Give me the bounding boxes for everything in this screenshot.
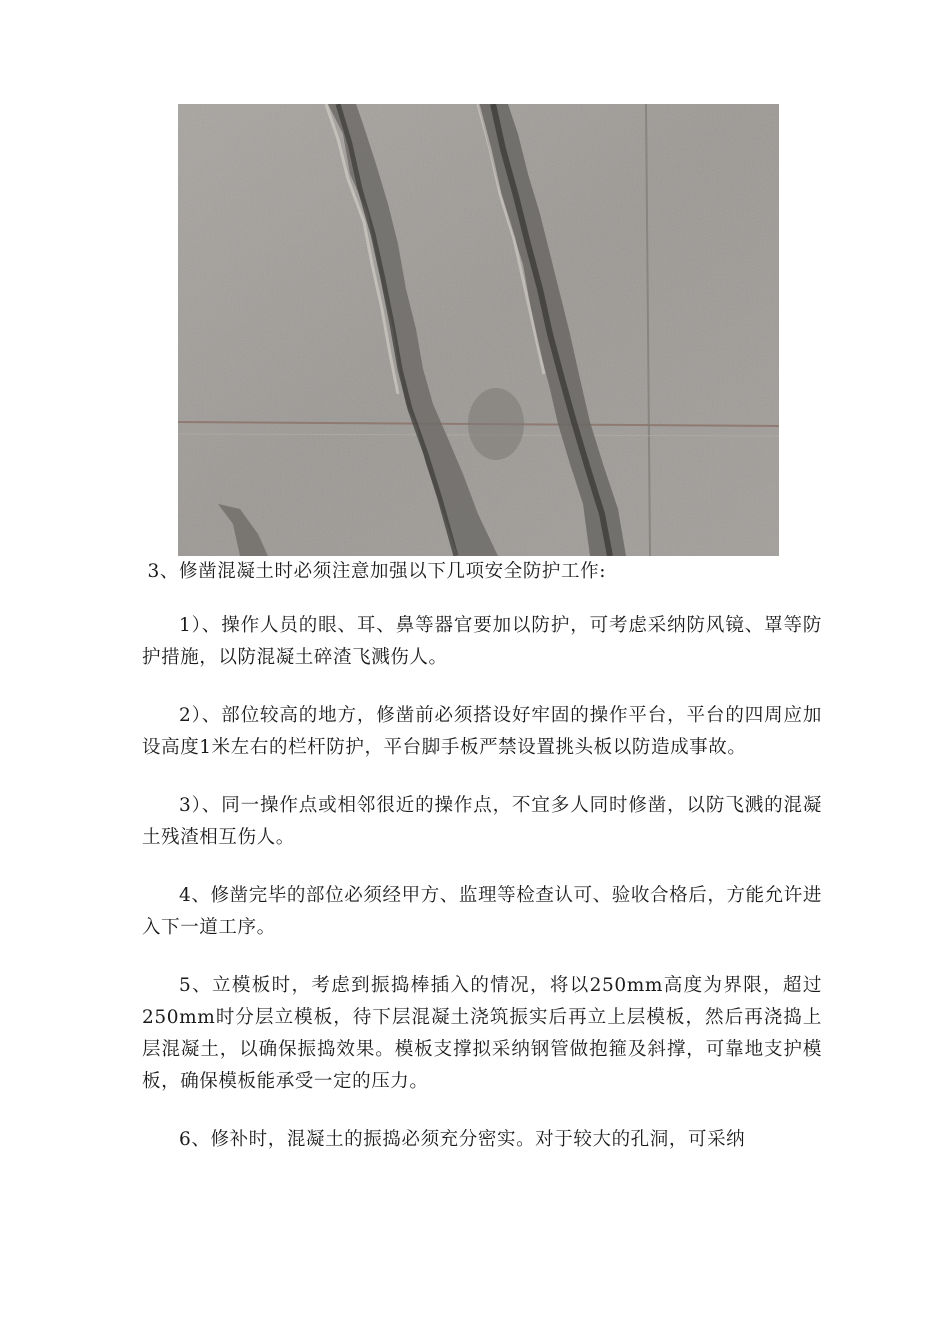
paragraph-5: 5、立模板时，考虑到振捣棒插入的情况，将以250mm高度为界限，超过250mm时分层立模板，待下层混凝土浇筑振实后再立上层模板，然后再浇捣上层混凝土，以确保振捣效果。模板支撑拟采纳钢管做抱箍及斜撑，可靠地支护模板，确保模板能承受一定的压力。 bbox=[142, 975, 822, 1092]
paragraph-3: 3、修凿混凝土时必须注意加强以下几项安全防护工作: bbox=[147, 561, 607, 582]
body-text bbox=[142, 556, 822, 1156]
paragraph-3-3: 3）、同一操作点或相邻很近的操作点，不宜多人同时修凿，以防飞溅的混凝土残渣相互伤人。 bbox=[142, 795, 822, 848]
paragraph-3-2: 2）、部位较高的地方，修凿前必须搭设好牢固的操作平台，平台的四周应加设高度1米左右的栏杆防护，平台脚手板严禁设置挑头板以防造成事故。 bbox=[142, 705, 822, 758]
concrete-wall-photo bbox=[178, 104, 779, 556]
paragraph-3-1: 1）、操作人员的眼、耳、鼻等器官要加以防护，可考虑采纳防风镜、罩等防护措施，以防混凝土碎渣飞溅伤人。 bbox=[142, 615, 822, 668]
paragraph-6: 6、修补时，混凝土的振捣必须充分密实。对于较大的孔洞，可采纳 bbox=[179, 1129, 746, 1150]
paragraph-4: 4、修凿完毕的部位必须经甲方、监理等检查认可、验收合格后，方能允许进入下一道工序。 bbox=[142, 885, 822, 938]
